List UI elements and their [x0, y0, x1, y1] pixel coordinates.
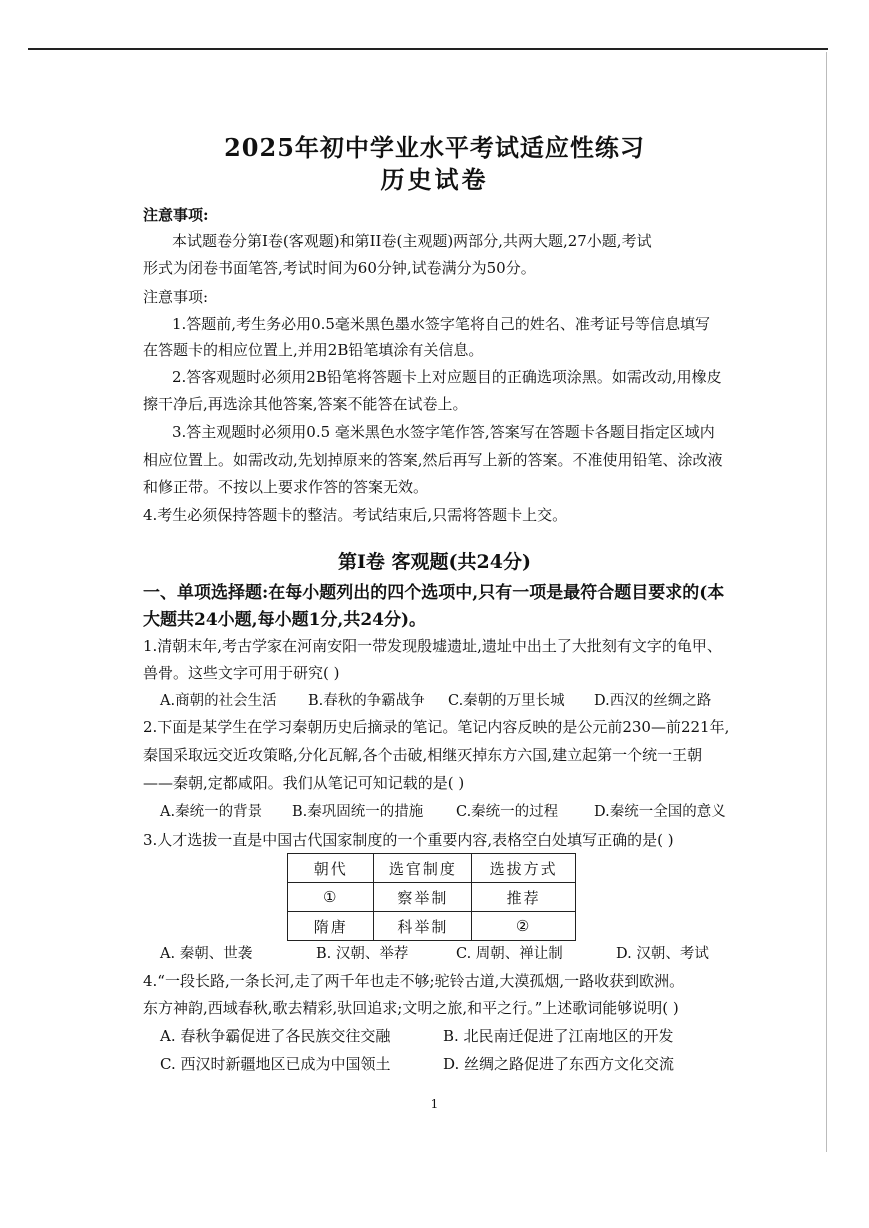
question-1-line2: 兽骨。这些文字可用于研究( ): [143, 664, 340, 682]
q4-option-b[interactable]: B. 北民南迁促进了江南地区的开发: [443, 1027, 674, 1045]
notice-heading: 注意事项:: [143, 206, 209, 224]
question-3-table: [287, 853, 576, 941]
question-4-line2: 东方神韵,西域春秋,歌去精彩,驮回追求;文明之旅,和平之行。”上述歌词能够说明( ): [143, 999, 679, 1017]
q4-option-a[interactable]: A. 春秋争霸促进了各民族交往交融: [160, 1027, 391, 1045]
exam-title: 2025年初中学业水平考试适应性练习: [224, 133, 645, 162]
notice-item2-line1: 2.答客观题时必须用2B铅笔将答题卡上对应题目的正确选项涂黑。如需改动,用橡皮: [172, 368, 722, 386]
section-instruction-line2: 大题共24小题,每小题1分,共24分)。: [143, 610, 427, 630]
exam-subtitle: 历史试卷: [380, 165, 489, 194]
notice-heading-2: 注意事项:: [143, 288, 209, 306]
table-header-row: [288, 854, 576, 883]
notice-item3-line3: 和修正带。不按以上要求作答的答案无效。: [143, 478, 429, 496]
table-cell: 隋唐: [288, 912, 374, 941]
q3-option-a[interactable]: A. 秦朝、世袭: [160, 946, 253, 962]
question-4-line1: 4.“一段长路,一条长河,走了两千年也走不够;驼铃古道,大漠孤烟,一路收获到欧洲。: [143, 972, 685, 990]
page-number: 1: [430, 1097, 439, 1111]
section-instruction-line1: 一、单项选择题:在每小题列出的四个选项中,只有一项是最符合题目要求的(本: [143, 583, 725, 603]
q2-option-c[interactable]: C.秦统一的过程: [456, 804, 559, 820]
q3-option-b[interactable]: B. 汉朝、举荐: [316, 946, 409, 962]
question-2-options: [160, 800, 760, 821]
q4-option-c[interactable]: C. 西汉时新疆地区已成为中国领土: [160, 1055, 391, 1073]
q1-option-d[interactable]: D.西汉的丝绸之路: [594, 693, 712, 709]
section-title: 第I卷 客观题(共24分): [338, 551, 531, 573]
q2-option-d[interactable]: D.秦统一全国的意义: [594, 804, 726, 820]
table-cell: ②: [472, 912, 576, 941]
question-2-line3: ——秦朝,定都咸阳。我们从笔记可知记载的是( ): [143, 774, 465, 792]
table-cell: 科举制: [374, 912, 472, 941]
table-header-cell: 选拔方式: [472, 854, 576, 883]
notice-item4: 4.考生必须保持答题卡的整洁。考试结束后,只需将答题卡上交。: [143, 506, 568, 524]
table-header-cell: 朝代: [288, 854, 374, 883]
notice-item2-line2: 擦干净后,再选涂其他答案,答案不能答在试卷上。: [143, 395, 468, 413]
q2-option-b[interactable]: B.秦巩固统一的措施: [292, 804, 424, 820]
question-1-options: [160, 689, 760, 710]
q3-option-c[interactable]: C. 周朝、禅让制: [456, 946, 563, 962]
q1-option-a[interactable]: A.商朝的社会生活: [160, 693, 277, 709]
notice-item1-line1: 1.答题前,考生务必用0.5毫米黑色墨水签字笔将自己的姓名、准考证号等信息填写: [172, 315, 710, 333]
q1-option-c[interactable]: C.秦朝的万里长城: [448, 693, 565, 709]
question-2-line1: 2.下面是某学生在学习秦朝历史后摘录的笔记。笔记内容反映的是公元前230—前221年,: [143, 718, 730, 736]
notice-item3-line2: 相应位置上。如需改动,先划掉原来的答案,然后再写上新的答案。不准使用铅笔、涂改液: [143, 451, 723, 469]
q2-option-a[interactable]: A.秦统一的背景: [160, 804, 263, 820]
table-header-cell: 选官制度: [374, 854, 472, 883]
question-2-line2: 秦国采取远交近攻策略,分化瓦解,各个击破,相继灭掉东方六国,建立起第一个统一王朝: [143, 746, 703, 764]
table-cell: 察举制: [374, 883, 472, 912]
question-3-options: [160, 942, 760, 963]
table-cell: ①: [288, 883, 374, 912]
question-1-line1: 1.清朝末年,考古学家在河南安阳一带发现殷墟遗址,遗址中出土了大批刻有文字的龟甲、: [143, 637, 722, 655]
q3-option-d[interactable]: D. 汉朝、考试: [616, 946, 709, 962]
table-cell: 推荐: [472, 883, 576, 912]
notice-intro-line1: 本试题卷分第I卷(客观题)和第II卷(主观题)两部分,共两大题,27小题,考试: [172, 232, 652, 250]
notice-item1-line2: 在答题卡的相应位置上,并用2B铅笔填涂有关信息。: [143, 341, 484, 359]
table-row: [288, 883, 576, 912]
q4-option-d[interactable]: D. 丝绸之路促进了东西方文化交流: [443, 1055, 675, 1073]
notice-item3-line1: 3.答主观题时必须用0.5 毫米黑色水签字笔作答,答案写在答题卡各题目指定区域内: [172, 423, 715, 441]
notice-intro-line2: 形式为闭卷书面笔答,考试时间为60分钟,试卷满分为50分。: [143, 259, 536, 277]
question-3-line1: 3.人才选拔一直是中国古代国家制度的一个重要内容,表格空白处填写正确的是( ): [143, 831, 674, 849]
table-row: [288, 912, 576, 941]
q1-option-b[interactable]: B.春秋的争霸战争: [308, 693, 425, 709]
